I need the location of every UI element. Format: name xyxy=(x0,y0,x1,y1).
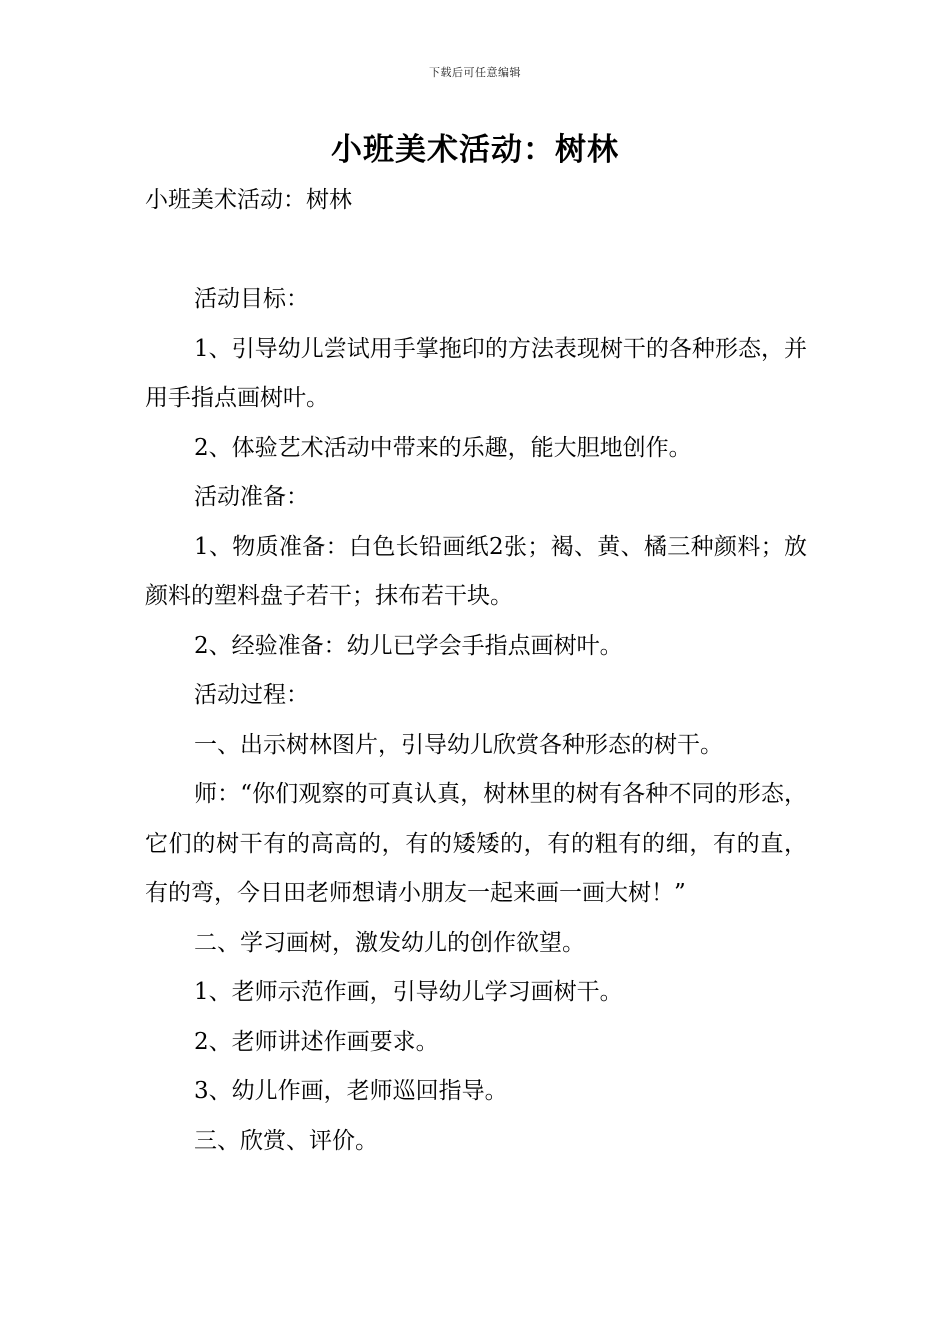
paragraph-step-2: 2、老师讲述作画要求。 xyxy=(194,1028,439,1055)
paragraph-teacher-quote: 师：“你们观察的可真认真，树林里的树有各种不同的形态，它们的树干有的高高的，有的矮矮的，有的粗有的细，有的直，有的弯，今日田老师想请小朋友一起来画一画大树！” xyxy=(145,781,807,906)
paragraph-goal-2: 2、体验艺术活动中带来的乐趣，能大胆地创作。 xyxy=(194,434,692,461)
section-heading-goals: 活动目标： xyxy=(194,286,309,312)
paragraph-step-1: 1、老师示范作画，引导幼儿学习画树干。 xyxy=(194,979,623,1005)
paragraph-process-1: 一、出示树林图片，引导幼儿欣赏各种形态的树干。 xyxy=(194,731,723,758)
section-heading-process: 活动过程： xyxy=(194,682,309,708)
document-subtitle: 小班美术活动：树林 xyxy=(145,187,352,213)
paragraph-goal-1: 1、引导幼儿尝试用手掌拖印的方法表现树干的各种形态，并用手指点画树叶。 xyxy=(145,335,807,411)
paragraph-prep-2: 2、经验准备：幼儿已学会手指点画树叶。 xyxy=(194,632,623,659)
blank-line xyxy=(145,226,807,276)
paragraph-step-3: 3、幼儿作画，老师巡回指导。 xyxy=(194,1078,508,1104)
paragraph-process-2: 二、学习画树，激发幼儿的创作欲望。 xyxy=(194,929,585,956)
document-title: 小班美术活动：树林 xyxy=(331,132,619,168)
page-header-note: 下载后可任意编辑 xyxy=(429,66,521,79)
document-body xyxy=(145,176,807,1166)
paragraph-prep-1: 1、物质准备：白色长铅画纸2张；褐、黄、橘三种颜料；放颜料的塑料盘子若干；抹布若干块。 xyxy=(145,533,807,609)
section-heading-preparation: 活动准备： xyxy=(194,484,309,510)
paragraph-process-3: 三、欣赏、评价。 xyxy=(194,1127,378,1154)
